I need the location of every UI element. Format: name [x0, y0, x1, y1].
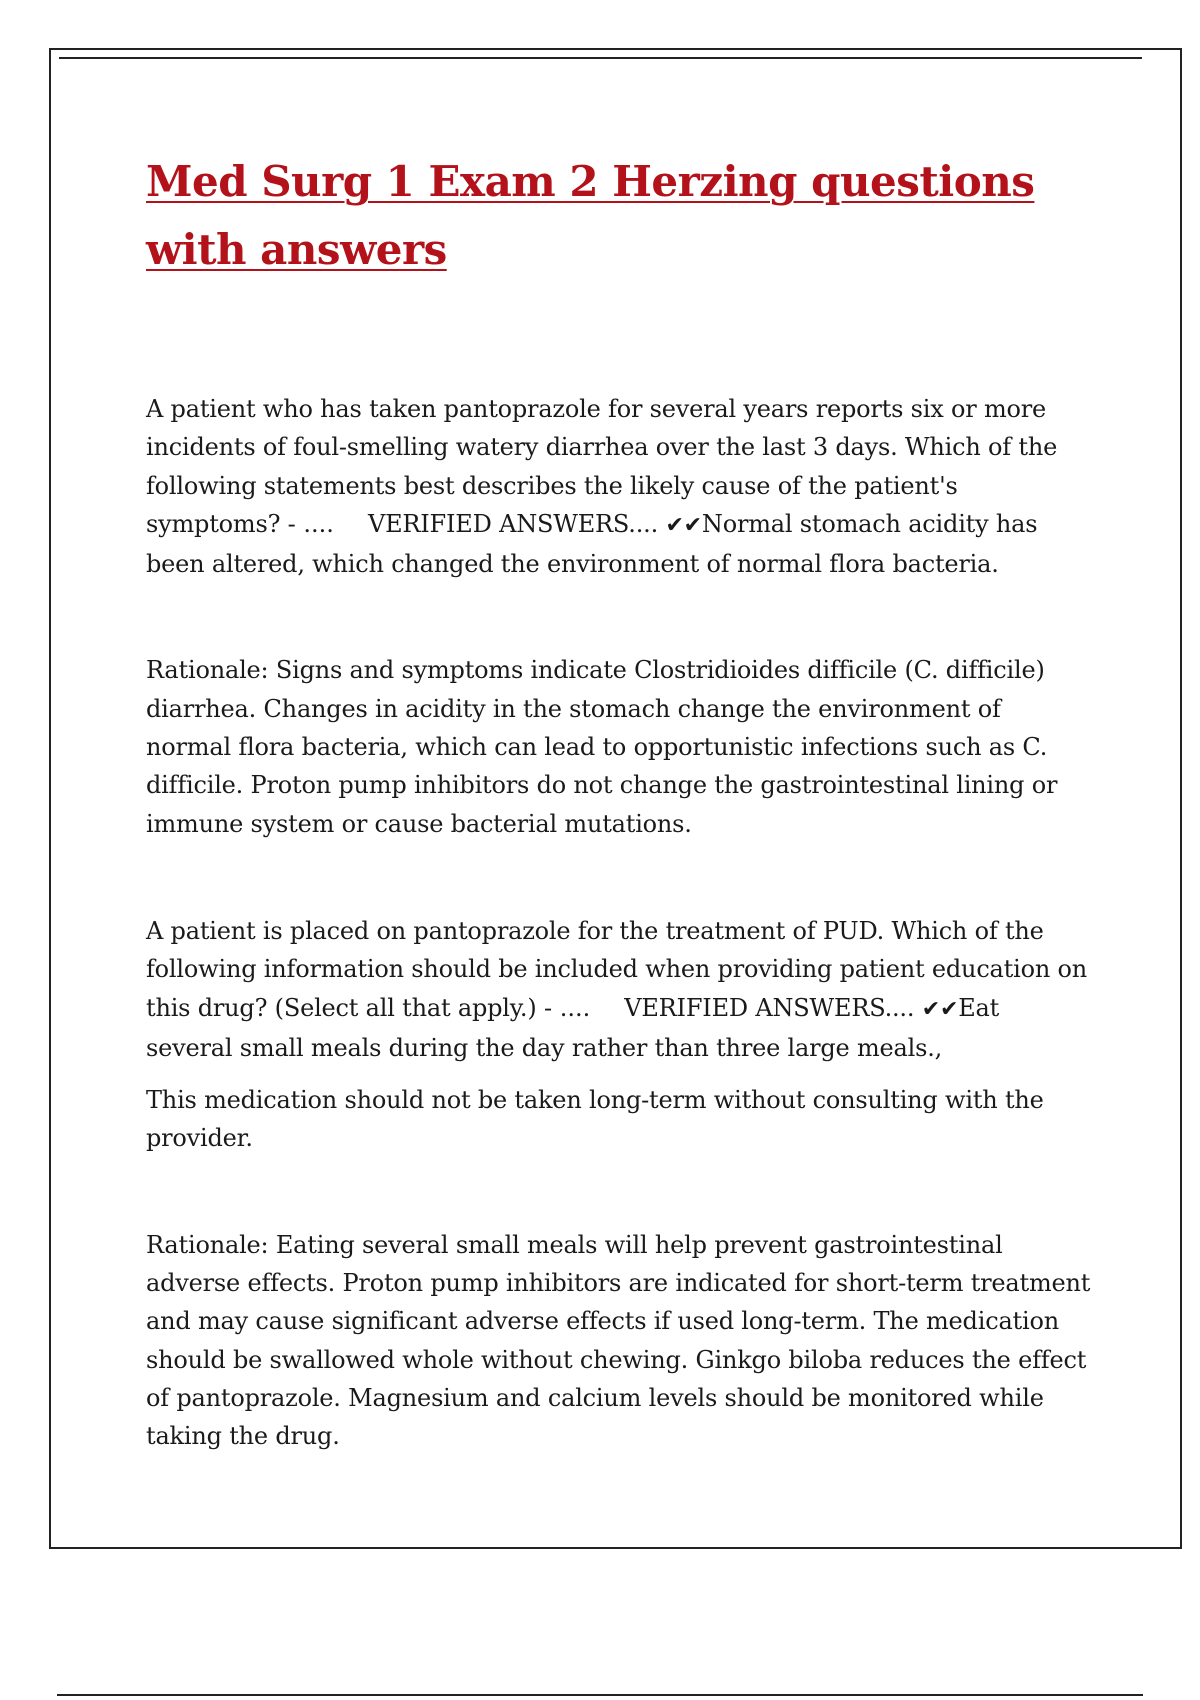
question-1-verified-label: VERIFIED ANSWERS.... [367, 509, 658, 538]
question-1-answer: Normal stomach acidity has been altered, which changed the environment of normal flora bacteria. [146, 509, 1038, 579]
question-2 [146, 912, 1092, 1067]
question-2-text: A patient is placed on pantoprazole for the treatment of PUD. Which of the following information should be included when providing patient education on this drug? (Select all that apply.) [146, 916, 1088, 1022]
question-2-verified-label: VERIFIED ANSWERS.... [624, 993, 915, 1022]
double-check-icon: ✔✔ [665, 512, 702, 538]
question-1-marker: - .... [287, 509, 334, 538]
question-1 [146, 390, 1092, 583]
rationale-2: Rationale: Eating several small meals will help prevent gastrointestinal adverse effects. Proton pump inhibitors are indicated for short-term treatment and may cause significant adverse effects if used long-term. The medication should be swallowed whole without chewing. Ginkgo biloba reduces the effect of pantoprazole. Magnesium and calcium levels should be monitored while taking the drug. [146, 1230, 1091, 1451]
question-2-marker: - .... [543, 993, 591, 1022]
question-2-answer-extra: This medication should not be taken long-term without consulting with the provider. [146, 1086, 1044, 1153]
rationale-1: Rationale: Signs and symptoms indicate Clostridioides difficile (C. difficile) diarrhea. Changes in acidity in the stomach change the environment of normal flora bacteria, which can lead to opportunistic infections such as C. difficile. Proton pump inhibitors do not change the gastrointestinal lining or immune system or cause bacterial mutations. [146, 656, 1058, 838]
question-2-answer: Eat several small meals during the day rather than three large meals., [146, 993, 1000, 1062]
double-check-icon: ✔✔ [921, 996, 959, 1022]
top-rule [59, 57, 1142, 59]
document-title: Med Surg 1 Exam 2 Herzing questions with answers [146, 157, 1035, 274]
question-1-text: A patient who has taken pantoprazole for several years reports six or more incidents of foul-smelling watery diarrhea over the last 3 days. Which of the following statements best describes the likely cause of the patient's symptoms? [146, 395, 1058, 538]
next-page-rule [57, 1694, 1143, 1696]
document-body [146, 148, 1092, 1456]
